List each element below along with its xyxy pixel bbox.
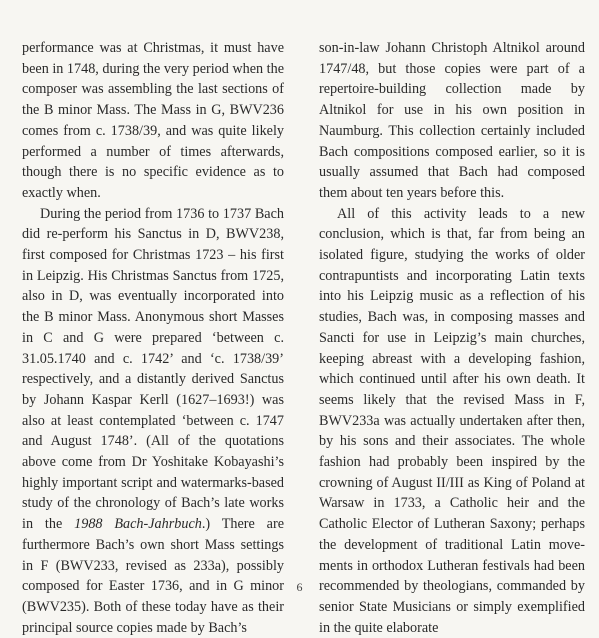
right-paragraph-1: son-in-law Johann Christoph Altnikol around 1747/48, but those copies were part of a repertoire-building collection made by Altnikol for use in his own position in Naumburg. This collection certainly included Bach compositions composed earlier, so it is usually assumed that Bach had composed them about ten years before this. <box>319 40 585 201</box>
right-column <box>319 38 585 638</box>
right-paragraph-2: All of this activity leads to a new conclusion, which is that, far from being an isolated figure, studying the works of older contrapuntists and incorporating Latin texts into his Leipzig music as a reflection of his studies, Bach was, in composing masses and Sancti for use in Leipzig’s main churches, keeping abreast with a developing fashion, which continued until after his own death. It seems likely that the revised Mass in F, BWV233a was actually undertaken after then, by his sons and their associates. The whole fashion had probably been inspired by the crowning of August II/III as King of Poland at Warsaw in 1733, a Catholic heir and the Catholic Elector of Lutheran Saxony; perhaps the development of traditional Latin move-ments in orthodox Lutheran festivals had been recommended by theologians, commanded by senior State Musicians or simply exemplified in the quite elaborate <box>319 205 585 636</box>
page-number: 6 <box>296 580 303 594</box>
left-paragraph-2-text-b: .) There are furthermore Bach’s own short Mass settings in F (BWV233, revised as 233a), possibly composed for Easter 1736, and in G minor (BWV235). Both of these today have as their principal source copies made by Bach’s <box>22 516 284 636</box>
left-paragraph-2-text-a: During the period from 1736 to 1737 Bach did re-perform his Sanctus in D, BWV238, first composed for Christmas 1723 – his first in Leipzig. His Christmas Sanctus from 1725, also in D, was eventually incorporated into the B minor Mass. Anonymous short Masses in C and G were prepared ‘between c. 31.05.1740 and c. 1742’ and ‘c. 1738/39’ respectively, and a distantly derived Sanctus by Johann Kaspar Kerll (1627–1693!) was also at least contemplated ‘between c. 1747 and August 1748’. (All of the quotations above come from Dr Yoshitake Kobayashi’s highly important script and watermarks-based study of the chronology of Bach’s late works in the <box>22 205 284 533</box>
left-paragraph-1: performance was at Christmas, it must have been in 1748, during the very period when the composer was assembling the last sections of the B minor Mass. The Mass in G, BWV236 comes from c. 1738/39, and was quite likely performed a number of times afterwards, though there is no specific evidence as to exactly when. <box>22 40 285 201</box>
left-column <box>22 38 284 638</box>
left-paragraph-2 <box>22 204 284 638</box>
yearbook-title: 1988 Bach-Jahrbuch <box>74 516 202 533</box>
